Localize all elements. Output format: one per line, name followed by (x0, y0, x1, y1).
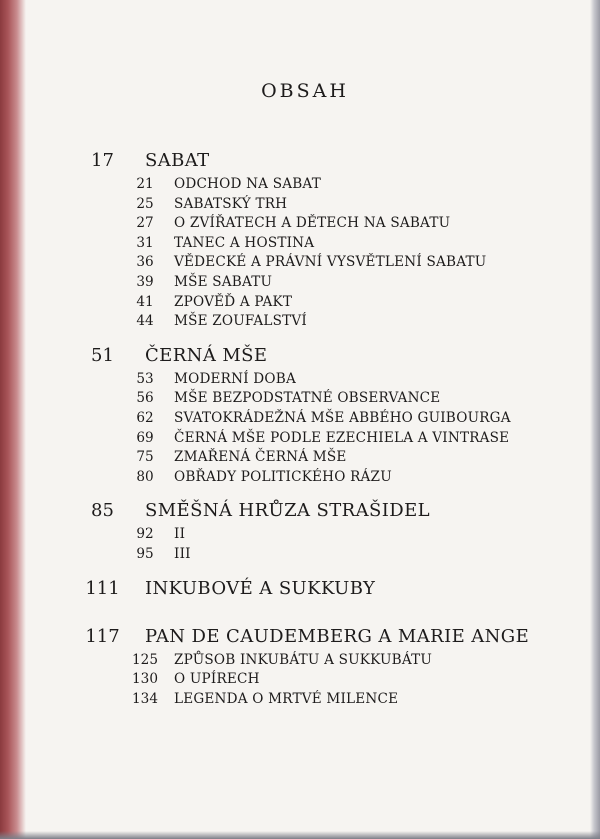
entry-page-cell (60, 410, 170, 426)
chapter-page-number: 51 (91, 344, 114, 366)
entry-page-number: 31 (136, 234, 154, 251)
entry-page-number: 130 (132, 671, 158, 688)
entry-page-number: 39 (136, 273, 154, 290)
toc-entry-row (60, 469, 550, 489)
toc-section (60, 345, 550, 489)
toc-entry-row (60, 274, 550, 294)
entry-page-number: 75 (136, 449, 154, 466)
entry-page-cell (60, 235, 170, 251)
entry-page-number: 134 (132, 690, 158, 707)
entry-page-cell (60, 671, 170, 687)
entry-page-cell (60, 390, 170, 406)
toc-section (60, 500, 550, 565)
entry-title: O ZVÍŘATECH A DĚTECH NA SABATU (174, 215, 451, 232)
entry-page-number: 36 (136, 254, 154, 271)
entry-page-cell (60, 371, 170, 387)
entry-title: MŠE SABATU (174, 273, 273, 290)
toc-entry-row (60, 254, 550, 274)
entry-title: SABATSKÝ TRH (174, 195, 288, 212)
page-edge-bottom (0, 831, 600, 839)
page-edge-right (590, 0, 600, 839)
toc-chapter-row (60, 500, 550, 526)
entry-page-cell (60, 294, 170, 310)
entry-title: MODERNÍ DOBA (174, 370, 296, 387)
entry-page-number: 62 (136, 409, 154, 426)
chapter-page-number: 117 (85, 625, 120, 647)
toc-entry-row (60, 235, 550, 255)
page-title: OBSAH (261, 80, 349, 102)
entry-page-number: 125 (132, 651, 158, 668)
entry-title: ZMAŘENÁ ČERNÁ MŠE (174, 449, 347, 466)
toc-section (60, 150, 550, 333)
toc-chapter-row (60, 578, 550, 604)
toc-entry-row (60, 546, 550, 566)
toc-entry-row (60, 691, 550, 711)
entry-page-cell (60, 546, 170, 562)
toc-entry-row (60, 390, 550, 410)
toc-chapter-row (60, 626, 550, 652)
entry-page-cell (60, 274, 170, 290)
entry-page-cell (60, 469, 170, 485)
toc-entry-row (60, 449, 550, 469)
entry-page-number: 44 (136, 313, 154, 330)
entry-page-number: 41 (136, 293, 154, 310)
entry-title: VĚDECKÉ A PRÁVNÍ VYSVĚTLENÍ SABATU (174, 254, 487, 271)
entry-title: TANEC A HOSTINA (174, 234, 315, 251)
entry-page-cell (60, 449, 170, 465)
chapter-title: INKUBOVÉ A SUKKUBY (145, 577, 376, 599)
entry-page-cell (60, 652, 170, 668)
chapter-title: PAN DE CAUDEMBERG A MARIE ANGE (145, 625, 530, 647)
entry-page-cell (60, 176, 170, 192)
entry-page-cell (60, 254, 170, 270)
toc-chapter-row (60, 345, 550, 371)
toc-entry-row (60, 430, 550, 450)
toc-entry-row (60, 196, 550, 216)
toc-entry-row (60, 671, 550, 691)
toc-section (60, 626, 550, 711)
entry-page-number: 21 (136, 176, 154, 192)
toc-chapter-row (60, 150, 550, 176)
entry-title: ZPOVĚĎ A PAKT (174, 293, 293, 310)
table-of-contents (60, 150, 550, 730)
entry-title: O UPÍRECH (174, 671, 260, 688)
page-edge-left (0, 0, 26, 839)
entry-title: SVATOKRÁDEŽNÁ MŠE ABBÉHO GUIBOURGA (174, 409, 511, 426)
chapter-page-number: 111 (85, 577, 120, 599)
toc-entry-row (60, 313, 550, 333)
entry-page-number: 53 (136, 370, 154, 387)
entry-title: ZPŮSOB INKUBÁTU A SUKKUBÁTU (174, 651, 433, 668)
toc-entry-row (60, 371, 550, 391)
chapter-page-number: 85 (91, 500, 114, 522)
entry-page-number: 95 (136, 545, 154, 562)
entry-page-number: 25 (136, 195, 154, 212)
toc-entry-row (60, 215, 550, 235)
toc-entry-row (60, 526, 550, 546)
toc-entry-row (60, 652, 550, 672)
entry-title: OBŘADY POLITICKÉHO RÁZU (174, 468, 392, 485)
toc-section (60, 578, 550, 604)
entry-title: MŠE ZOUFALSTVÍ (174, 313, 307, 330)
entry-page-cell (60, 691, 170, 707)
chapter-title: ČERNÁ MŠE (145, 344, 268, 366)
entry-page-cell (60, 196, 170, 212)
entry-title: LEGENDA O MRTVÉ MILENCE (174, 690, 399, 707)
entry-page-cell (60, 215, 170, 231)
entry-page-number: 27 (136, 215, 154, 232)
entry-title: ODCHOD NA SABAT (174, 176, 321, 192)
entry-title: MŠE BEZPODSTATNÉ OBSERVANCE (174, 390, 441, 407)
entry-page-number: 80 (136, 468, 154, 485)
chapter-title: SABAT (145, 150, 210, 171)
entry-page-number: 56 (136, 390, 154, 407)
entry-title: ČERNÁ MŠE PODLE EZECHIELA A VINTRASE (174, 429, 510, 446)
entry-page-number: 92 (136, 526, 154, 543)
entry-page-cell (60, 430, 170, 446)
entry-title: II (174, 526, 186, 543)
entry-page-cell (60, 526, 170, 542)
entry-page-cell (60, 313, 170, 329)
toc-entry-row (60, 294, 550, 314)
chapter-title: SMĚŠNÁ HRŮZA STRAŠIDEL (145, 500, 431, 522)
toc-entry-row (60, 176, 550, 196)
entry-page-number: 69 (136, 429, 154, 446)
chapter-page-number: 17 (91, 150, 114, 171)
entry-title: III (174, 545, 191, 562)
toc-entry-row (60, 410, 550, 430)
